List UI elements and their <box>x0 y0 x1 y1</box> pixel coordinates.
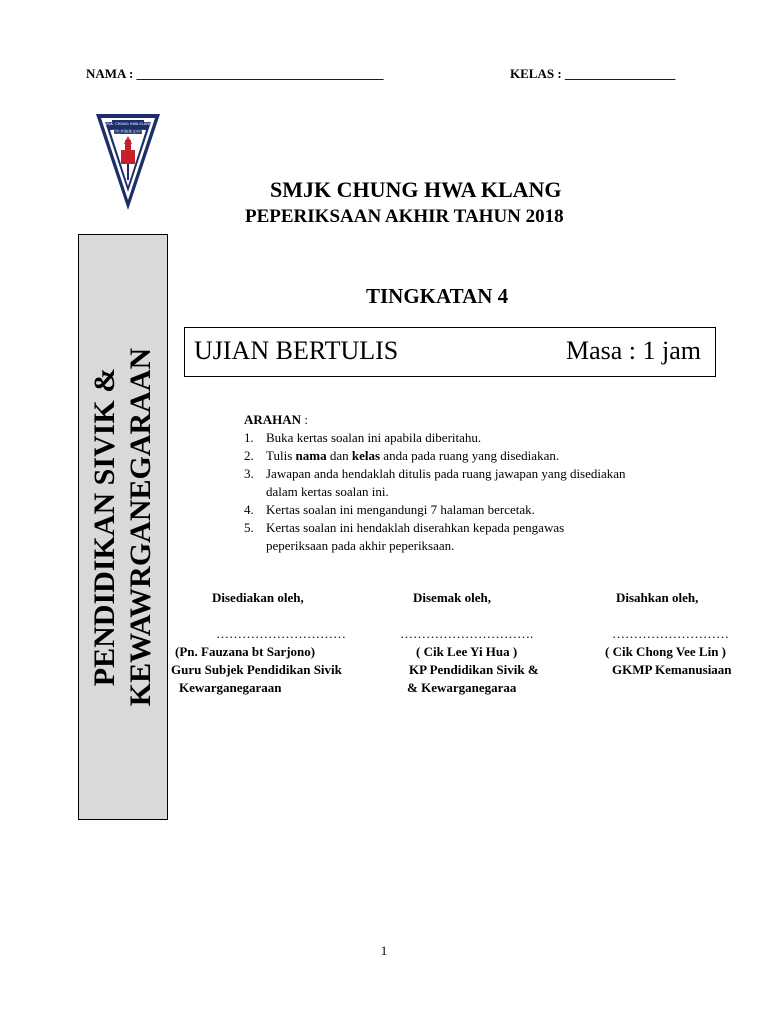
page-number: 1 <box>380 943 388 958</box>
verified-by-heading: Disahkan oleh, <box>616 590 699 605</box>
prepared-signature-line: ………………………… <box>216 626 346 641</box>
exam-duration: Masa : 1 jam <box>565 336 701 365</box>
name-field-label: NAMA : ______________________________________ <box>86 66 384 81</box>
instruction-item: 4. Kertas soalan ini mengandungi 7 halaman bercetak. <box>244 502 535 517</box>
instruction-item: 2. Tulis nama dan kelas anda pada ruang yang disediakan. <box>244 448 560 463</box>
prepared-by-name: (Pn. Fauzana bt Sarjono) <box>175 644 316 659</box>
checked-by-role-2: & Kewarganegaraa <box>407 680 517 695</box>
checked-by-heading: Disemak oleh, <box>413 590 491 605</box>
checked-by-role: KP Pendidikan Sivik & <box>409 662 539 677</box>
instructions <box>244 411 664 555</box>
svg-text:巴生共和华文中学: 巴生共和华文中学 <box>112 129 144 134</box>
subject-sidebar <box>78 234 168 820</box>
instruction-item: 1. Buka kertas soalan ini apabila diberitahu. <box>244 430 482 445</box>
form-title: TINGKATAN 4 <box>366 284 509 308</box>
checked-signature-line: …………………………. <box>400 626 534 641</box>
subject-title-line2: KEWAWRGANEGARAAN <box>124 347 157 707</box>
school-name: SMJK CHUNG HWA KLANG <box>270 177 562 202</box>
verified-signature-line: ……………………… <box>612 626 729 641</box>
school-logo <box>92 110 164 214</box>
subject-title <box>87 247 159 807</box>
checked-by-name: ( Cik Lee Yi Hua ) <box>416 644 518 659</box>
exam-type: UJIAN BERTULIS <box>194 336 399 365</box>
instruction-item: 3. Jawapan anda hendaklah ditulis pada ruang jawapan yang disediakan dalam kertas soalan ini. <box>244 466 626 499</box>
verified-by-role: GKMP Kemanusiaan <box>612 662 732 677</box>
logo-text: SMJK. CHUNG HWA KLANG <box>104 122 152 126</box>
subject-title-line1: PENDIDIKAN SIVIK & <box>88 367 121 687</box>
exam-title: PEPERIKSAAN AKHIR TAHUN 2018 <box>245 206 564 227</box>
prepared-by-heading: Disediakan oleh, <box>212 590 304 605</box>
prepared-by-role: Guru Subjek Pendidikan Sivik <box>171 662 342 677</box>
prepared-by-role-2: Kewarganegaraan <box>179 680 282 695</box>
exam-info-box <box>184 327 716 377</box>
instruction-item: 5. Kertas soalan ini hendaklah diserahkan kepada pengawas peperiksaan pada akhir peperiksaan. <box>244 520 565 553</box>
school-crest-icon <box>92 110 164 214</box>
verified-by-name: ( Cik Chong Vee Lin ) <box>605 644 726 659</box>
instructions-heading: ARAHAN : <box>244 412 308 427</box>
class-field-label: KELAS : _________________ <box>510 66 676 81</box>
